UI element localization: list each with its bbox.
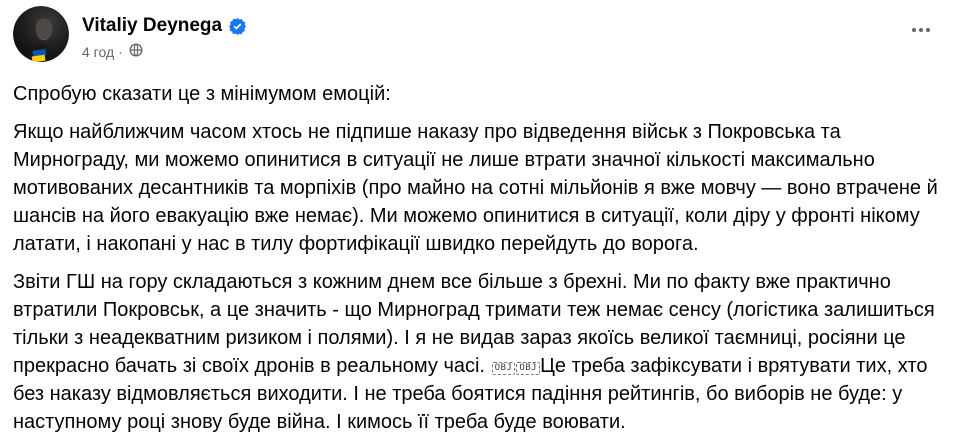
post-paragraph-3: [13, 268, 946, 436]
post-meta: [82, 42, 246, 61]
post-paragraph-3-text-after: Це треба зафіксувати і врятувати тих, хто без наказу відмовляється виходити. І не треба боятися падіння рейтингів, бо виборів не буде: у наступному році знову буде війна. І кимось її треба буде воювати.: [13, 355, 928, 433]
ellipsis-dot: [926, 28, 930, 32]
verified-badge-icon: [229, 18, 246, 35]
ellipsis-dot: [919, 28, 923, 32]
globe-icon: [129, 43, 143, 61]
post-header: [0, 0, 960, 62]
post-paragraph-3-text-before: Звіти ГШ на гору складаються з кожним днем все більше з брехні. Ми по факту вже практично втратили Покровськ, а це значить - що Мирноград тримати теж немає сенсу (логістика залишиться тільки з неадекватним ризиком і полями). І я не видав зараз якоїсь великої таємниці, росіяни це прекрасно бачать зі своїх дронів в реальному часі.: [13, 271, 935, 377]
author-name[interactable]: Vitaliy Deynega: [82, 15, 223, 36]
meta-separator: ·: [118, 43, 123, 60]
name-row: [82, 14, 246, 37]
object-replacement-char-box: OBJ: [492, 362, 516, 375]
avatar[interactable]: [13, 6, 69, 62]
timestamp[interactable]: 4 год: [82, 43, 115, 60]
post-body: [0, 62, 960, 436]
profile-photo: [13, 6, 69, 62]
post-paragraph-2: Якщо найближчим часом хтось не підпише наказу про відведення військ з Покровська та Мирнограду, ми можемо опинитися в ситуації не лише втрати значної кількості максимально мотивованих десантників та морпіхів (про майно на сотні мільйонів я вже мовчу — воно втрачене й шансів на його евакуацію вже немає). Ми можемо опинитися в ситуації, коли діру у фронті нікому латати, і накопані у нас в тилу фортифікації швидко перейдуть до ворога.: [13, 121, 938, 255]
post-menu-button[interactable]: [906, 22, 936, 38]
header-text: [82, 6, 246, 61]
object-replacement-char-box: OBJ: [516, 362, 540, 375]
ellipsis-dot: [912, 28, 916, 32]
post-paragraph-1: Спробую сказати це з мінімумом емоцій:: [13, 83, 391, 105]
